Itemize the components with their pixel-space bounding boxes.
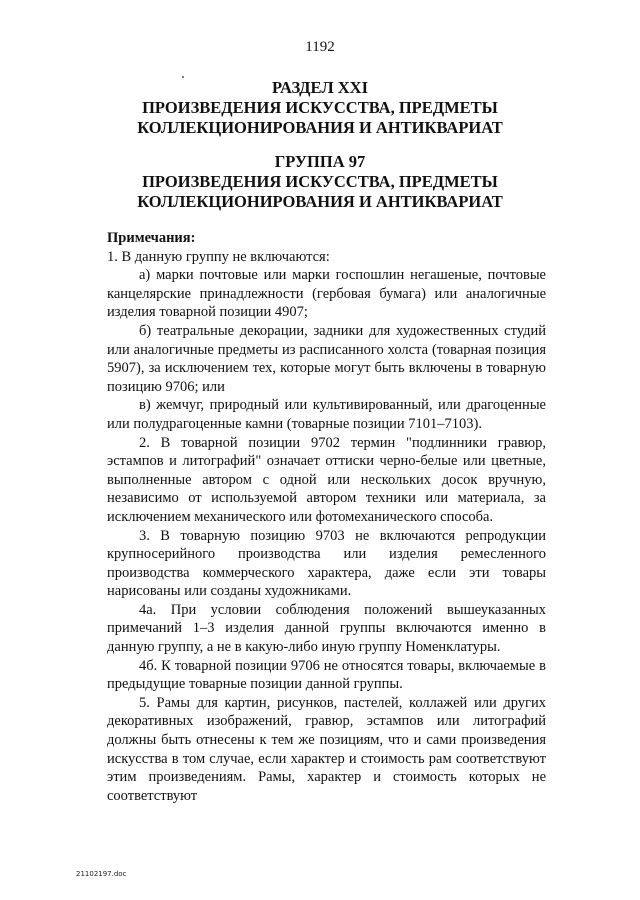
file-name-footer: 21102197.doc xyxy=(76,870,127,878)
note-paragraph: 4б. К товарной позиции 9706 не относятся товары, включаемые в предыдущие товарные позиции данной группы. xyxy=(107,657,546,693)
notes-body xyxy=(107,229,546,805)
note-paragraph: 1. В данную группу не включаются: xyxy=(107,248,330,265)
section-title: РАЗДЕЛ XXI xyxy=(272,78,368,97)
group-title: ГРУППА 97 xyxy=(274,152,366,171)
section-subtitle-line1: ПРОИЗВЕДЕНИЯ ИСКУССТВА, ПРЕДМЕТЫ xyxy=(142,98,498,117)
note-paragraph: в) жемчуг, природный или культивированный, или драгоценные или полудрагоценные камни (товарные позиции 7101–7103). xyxy=(107,397,546,432)
note-paragraph: 2. В товарной позиции 9702 термин "подлинники гравюр, эстампов и литографий" означает оттиски черно-белые или цветные, выполненные автором с одной или нескольких досок вручную, независимо от используемой автором техники или материала, за исключением механического или фотомеханического способа. xyxy=(107,434,546,525)
note-paragraph: б) театральные декорации, задники для художественных студий или аналогичные предметы из расписанного холста (товарная позиция 5907), за исключением тех, которые могут быть включены в товарную позицию 9706; или xyxy=(107,322,546,395)
note-paragraph: 4а. При условии соблюдения положений вышеуказанных примечаний 1–3 изделия данной группы включаются именно в данную группу, а не в какую-либо иную группу Номенклатуры. xyxy=(107,601,546,656)
section-subtitle-line2: КОЛЛЕКЦИОНИРОВАНИЯ И АНТИКВАРИАТ xyxy=(137,118,503,137)
section-heading xyxy=(0,78,640,138)
note-paragraph: 5. Рамы для картин, рисунков, пастелей, коллажей или других декоративных изображений, гравюр, эстампов или литографий должны быть отнесены к тем же позициям, что и сами произведения искусства в том случае, если характер и стоимость рам соответствуют этим произведениям. Рамы, характер и стоимость которых не соответствуют xyxy=(107,694,546,804)
group-subtitle-line2: КОЛЛЕКЦИОНИРОВАНИЯ И АНТИКВАРИАТ xyxy=(137,192,503,211)
group-heading xyxy=(0,152,640,212)
note-paragraph: 3. В товарную позицию 9703 не включаются репродукции крупносерийного производства или изделия ремесленного производства коммерческого характера, даже если эти товары нарисованы или созданы художниками. xyxy=(107,527,546,600)
note-paragraph: а) марки почтовые или марки госпошлин негашеные, почтовые канцелярские принадлежности (гербовая бумага) или аналогичные изделия товарной позиции 4907; xyxy=(107,267,546,321)
group-subtitle-line1: ПРОИЗВЕДЕНИЯ ИСКУССТВА, ПРЕДМЕТЫ xyxy=(142,172,498,191)
notes-title: Примечания: xyxy=(107,230,196,246)
page-number: 1192 xyxy=(305,39,335,55)
